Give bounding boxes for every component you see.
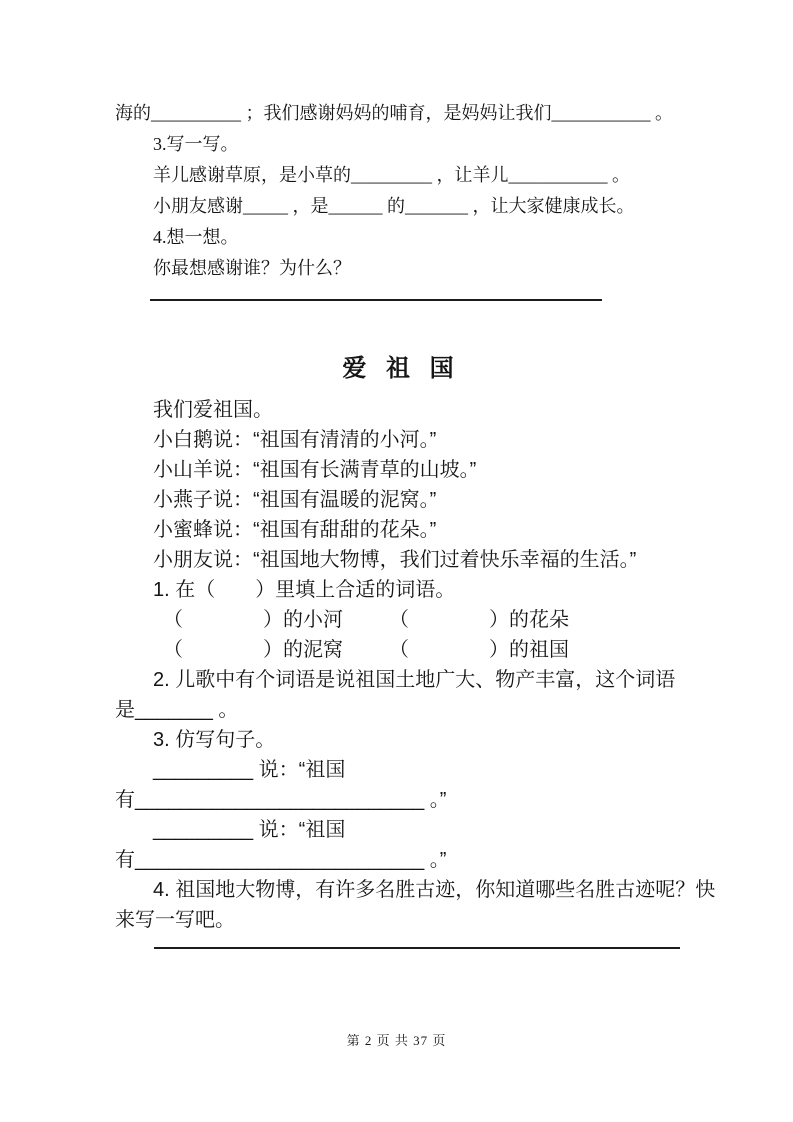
section-love-motherland	[115, 353, 716, 949]
answer-line	[154, 947, 680, 949]
dialog-line-bee: 小蜜蜂说：“祖国有甜甜的花朵。”	[153, 519, 437, 541]
fill-blank-river: （ ）的小河	[163, 609, 343, 631]
question-4-line-2: 来写一写吧。	[115, 909, 235, 931]
sentence-sheep-grass: 羊儿感谢草原，是小草的_________ ，让羊儿___________ 。	[153, 165, 630, 185]
answer-line	[150, 299, 602, 301]
fill-blank-flower: （ ）的花朵	[389, 609, 569, 631]
question-4-line-1: 4. 祖国地大物博，有许多名胜古迹，你知道哪些名胜古迹呢？快	[153, 879, 716, 901]
dialog-line-children: 小朋友说：“祖国地大物博，我们过着快乐幸福的生活。”	[153, 549, 637, 571]
sentence-thanks-mother: 海的__________ ；我们感谢妈妈的哺育，是妈妈让我们___________ 。	[115, 103, 673, 123]
dialog-line-swallow: 小燕子说：“祖国有温暖的泥窝。”	[153, 489, 437, 511]
fill-blank-motherland: （ ）的祖国	[389, 639, 569, 661]
question-1-instruction: 1. 在（ ）里填上合适的词语。	[153, 579, 456, 601]
dialog-line-goose: 小白鹅说：“祖国有清清的小河。”	[153, 429, 437, 451]
question-2-line-1: 2. 儿歌中有个词语是说祖国土地广大、物产丰富，这个词语	[153, 669, 676, 691]
question-3-say-blank-1: _________ 说：“祖国	[153, 759, 346, 781]
task-label-write: 3.写一写。	[153, 134, 239, 154]
question-3-have-blank-2: 有__________________________ 。”	[115, 849, 447, 871]
question-3-say-blank-2: _________ 说：“祖国	[153, 819, 346, 841]
dialog-line-goat: 小山羊说：“祖国有长满青草的山坡。”	[153, 459, 477, 481]
section-gratitude	[115, 98, 681, 301]
task-label-think: 4.想一想。	[153, 227, 239, 247]
question-3-have-blank-1: 有__________________________ 。”	[115, 789, 447, 811]
page-number: 第 2 页 共 37 页	[346, 1033, 447, 1048]
page-content	[115, 0, 716, 949]
question-2-line-2: 是_______ 。	[115, 699, 239, 721]
fill-blank-nest: （ ）的泥窝	[163, 639, 343, 661]
intro-line: 我们爱祖国。	[153, 399, 273, 421]
lesson-title: 爱 祖 国	[342, 355, 454, 382]
fill-pair-row-2	[115, 635, 681, 665]
question-who-to-thank: 你最想感谢谁？为什么？	[153, 258, 351, 278]
fill-pair-row-1	[115, 605, 681, 635]
sentence-children-thanks: 小朋友感谢_____ ，是______ 的_______ ，让大家健康成长。	[153, 196, 635, 216]
question-3-label: 3. 仿写句子。	[153, 729, 276, 751]
